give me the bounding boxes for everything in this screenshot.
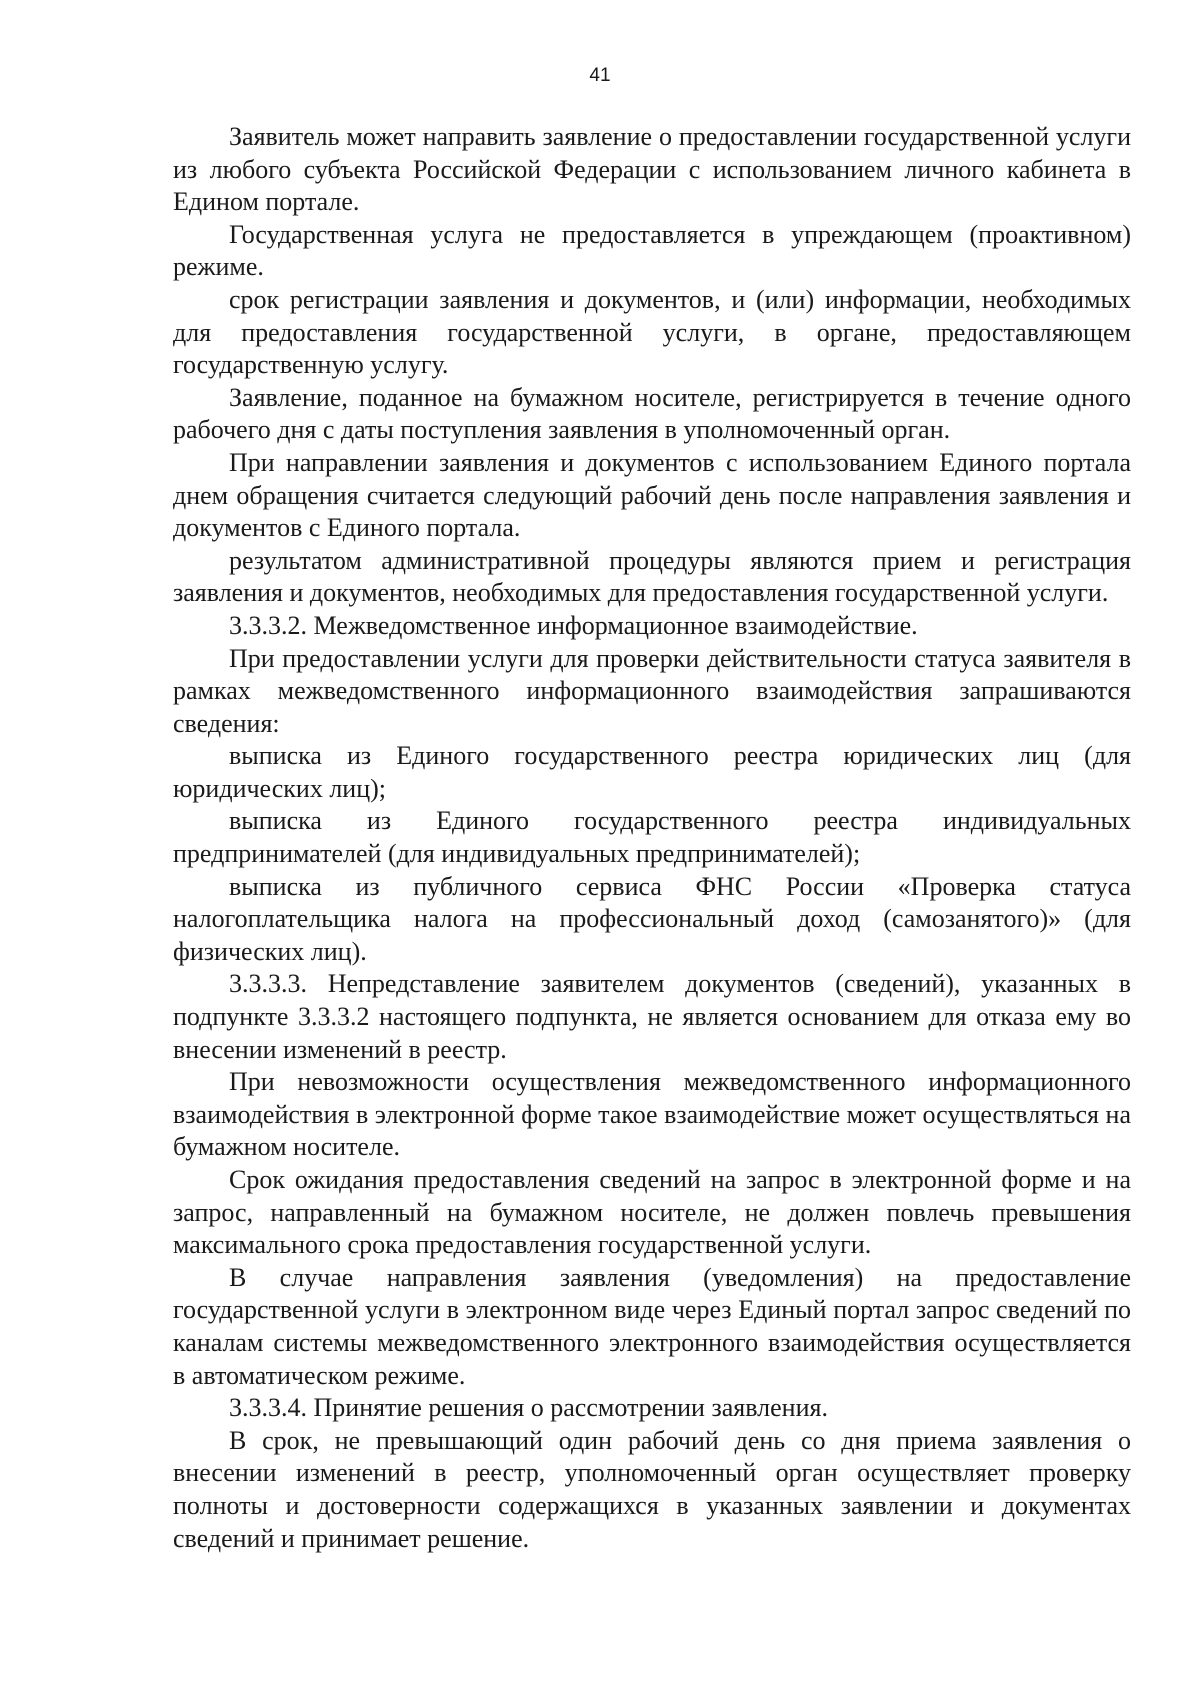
- paragraph: 3.3.3.3. Непредставление заявителем документов (сведений), указанных в подпункте 3.3.3.2 настоящего подпункта, не является основанием для отказа ему во внесении изменений в реестр.: [173, 969, 1131, 1064]
- paragraph: срок регистрации заявления и документов, и (или) информации, необходимых для предоставления государственной услуги, в органе, предоставляющем государственную услугу.: [173, 284, 1131, 380]
- paragraph: При невозможности осуществления межведомственного информационного взаимодействия в электронной форме такое взаимодействие может осуществляться на бумажном носителе.: [173, 1067, 1131, 1162]
- paragraph: В срок, не превышающий один рабочий день со дня приема заявления о внесении изменений в реестр, уполномоченный орган осуществляет проверку полноты и достоверности содержащихся в указанных заявлении и документах сведений и принимает решение.: [173, 1425, 1131, 1553]
- paragraph: В случае направления заявления (уведомления) на предоставление государственной услуги в электронном виде через Единый портал запрос сведений по каналам системы межведомственного электронного взаимодействия осуществляется в автоматическом режиме.: [173, 1262, 1131, 1390]
- paragraph: При направлении заявления и документов с использованием Единого портала днем обращения считается следующий рабочий день после направления заявления и документов с Единого портала.: [173, 447, 1131, 543]
- list-item: выписка из Единого государственного реестра индивидуальных предпринимателей (для индивидуальных предпринимателей);: [173, 806, 1131, 869]
- section-heading: 3.3.3.4. Принятие решения о рассмотрении заявления.: [229, 1393, 828, 1423]
- document-body: [173, 121, 1131, 1555]
- paragraph: При предоставлении услуги для проверки действительности статуса заявителя в рамках межведомственного информационного взаимодействия запрашиваются сведения:: [173, 643, 1131, 738]
- paragraph: результатом административной процедуры являются прием и регистрация заявления и документов, необходимых для предоставления государственной услуги.: [173, 545, 1131, 608]
- paragraph: Срок ожидания предоставления сведений на запрос в электронной форме и на запрос, направленный на бумажном носителе, не должен повлечь превышения максимального срока предоставления государственной услуги.: [173, 1165, 1131, 1260]
- paragraph: Государственная услуга не предоставляется в упреждающем (проактивном) режиме.: [173, 219, 1131, 282]
- list-item: выписка из Единого государственного реестра юридических лиц (для юридических лиц);: [173, 741, 1131, 803]
- page-number: 41: [589, 65, 611, 86]
- paragraph: Заявитель может направить заявление о предоставлении государственной услуги из любого субъекта Российской Федерации с использованием личного кабинета в Едином портале.: [173, 122, 1131, 217]
- section-heading: 3.3.3.2. Межведомственное информационное взаимодействие.: [229, 610, 918, 640]
- list-item: выписка из публичного сервиса ФНС России «Проверка статуса налогоплательщика налога на профессиональный доход (самозанятого)» (для физических лиц).: [173, 871, 1131, 966]
- paragraph: Заявление, поданное на бумажном носителе, регистрируется в течение одного рабочего дня с даты поступления заявления в уполномоченный орган.: [173, 382, 1131, 445]
